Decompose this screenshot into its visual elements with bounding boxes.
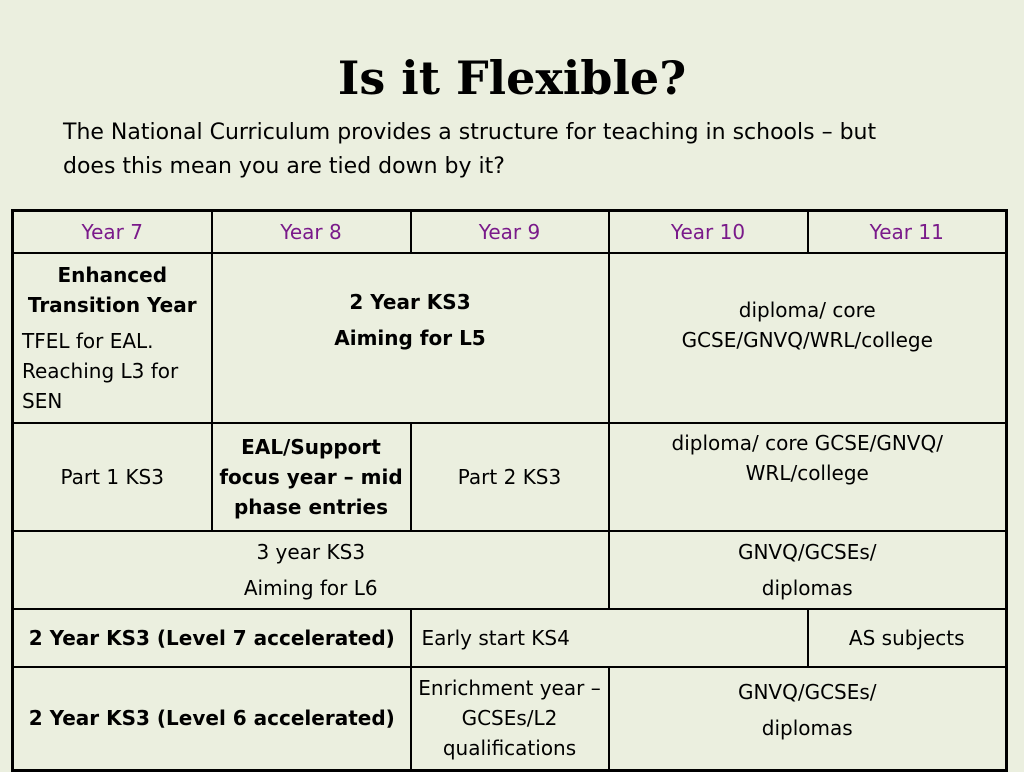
gnvq-2-line-2: diplomas — [761, 716, 853, 741]
header-year-10: Year 10 — [609, 211, 808, 253]
subtitle — [63, 116, 963, 184]
gnvq-diplomas-cell-2 — [609, 667, 1007, 771]
two-year-ks3-label: 2 Year KS3 — [349, 289, 471, 314]
ks3-level6-cell: 2 Year KS3 (Level 6 accelerated) — [13, 667, 411, 771]
ks4-diploma-cell — [609, 253, 1007, 423]
page-title: Is it Flexible? — [337, 51, 687, 105]
early-start-ks4-cell: Early start KS4 — [411, 609, 808, 667]
table-row — [13, 609, 1007, 667]
gnvq-diplomas-cell — [609, 531, 1007, 609]
as-subjects-cell: AS subjects — [808, 609, 1007, 667]
table-row — [13, 253, 1007, 423]
enhanced-transition-title: Enhanced Transition Year — [27, 262, 197, 317]
reaching-l3-text: Reaching L3 for SEN — [22, 358, 179, 413]
table-row — [13, 667, 1007, 771]
subtitle-line-1: The National Curriculum provides a structure for teaching in schools – but — [63, 120, 877, 145]
eal-support-cell: EAL/Support focus year – mid phase entries — [212, 423, 411, 531]
ks4-diploma-2-line-2: WRL/college — [745, 460, 869, 485]
table-row — [13, 423, 1007, 531]
header-year-7: Year 7 — [13, 211, 212, 253]
two-year-ks3-l5-cell — [212, 253, 609, 423]
ks4-diploma-line-2: GCSE/GNVQ/WRL/college — [681, 327, 933, 352]
curriculum-table — [11, 209, 1008, 772]
gnvq-line-1: GNVQ/GCSEs/ — [737, 539, 877, 564]
gnvq-line-2: diplomas — [761, 575, 853, 600]
tfel-text: TFEL for EAL. — [22, 328, 154, 353]
header-year-9: Year 9 — [411, 211, 609, 253]
part-2-ks3-cell: Part 2 KS3 — [411, 423, 609, 531]
header-row — [13, 211, 1007, 253]
ks4-diploma-2-line-1: diploma/ core GCSE/GNVQ/ — [671, 430, 943, 455]
aiming-l5-label: Aiming for L5 — [334, 325, 486, 350]
part-1-ks3-cell: Part 1 KS3 — [13, 423, 212, 531]
ks3-level7-cell: 2 Year KS3 (Level 7 accelerated) — [13, 609, 411, 667]
gnvq-2-line-1: GNVQ/GCSEs/ — [737, 680, 877, 705]
table-row — [13, 531, 1007, 609]
enhanced-transition-cell — [13, 253, 212, 423]
aiming-l6-label: Aiming for L6 — [243, 575, 378, 600]
subtitle-line-2: does this mean you are tied down by it? — [63, 154, 505, 179]
three-year-ks3-label: 3 year KS3 — [256, 539, 366, 564]
header-year-11: Year 11 — [808, 211, 1007, 253]
three-year-ks3-cell — [13, 531, 609, 609]
ks4-diploma-cell-2 — [609, 423, 1007, 531]
ks4-diploma-line-1: diploma/ core — [738, 297, 876, 322]
enrichment-year-cell: Enrichment year – GCSEs/L2 qualifications — [411, 667, 609, 771]
header-year-8: Year 8 — [212, 211, 411, 253]
